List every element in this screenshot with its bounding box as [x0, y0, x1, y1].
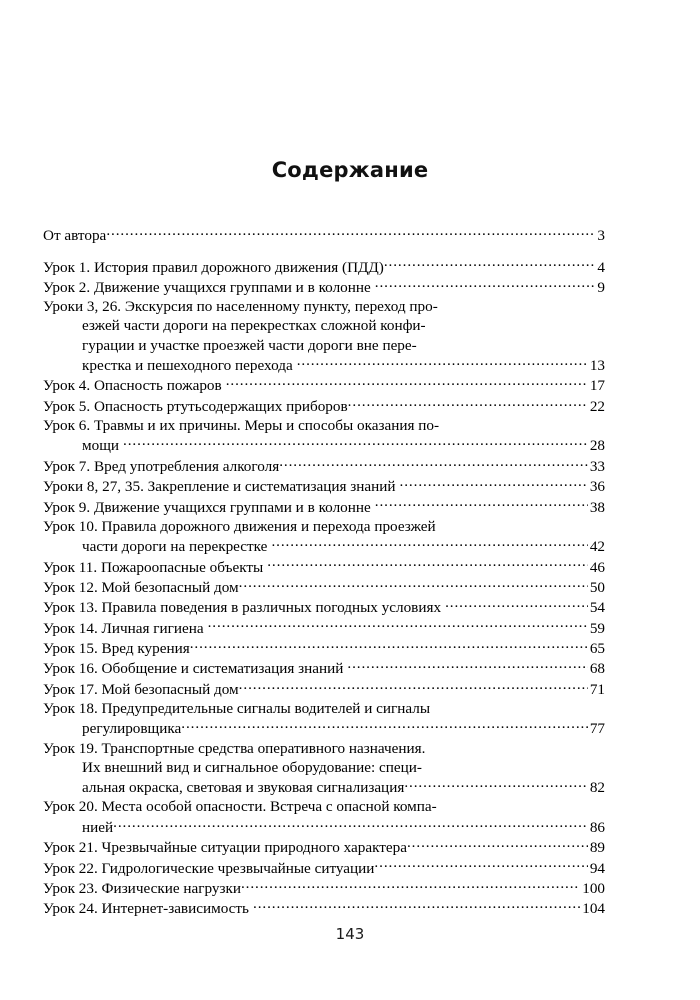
toc-entry-line: [43, 878, 605, 898]
toc-entry-line: [43, 396, 605, 416]
toc-page-number: 104: [582, 900, 605, 918]
toc-page-number: 82: [589, 779, 605, 797]
toc-page-number: 89: [589, 839, 605, 857]
toc-entry[interactable]: [43, 797, 605, 837]
toc-entry-line: [43, 456, 605, 476]
toc-entry[interactable]: [43, 679, 605, 699]
toc-entry-title: Урок 6. Травмы и их причины. Меры и способы оказания по-: [43, 416, 440, 434]
toc-entry-title: Урок 2. Движение учащихся группами и в колонне: [43, 278, 371, 296]
toc-entry-title: Урок 22. Гидрологические чрезвычайные ситуации: [43, 859, 375, 877]
toc-entry-title: Урок 24. Интернет-зависимость: [43, 900, 249, 918]
toc-entry-title: Урок 16. Обобщение и систематизация знаний: [43, 660, 344, 678]
toc-entry-line: [43, 316, 605, 335]
toc-entry[interactable]: [43, 857, 605, 877]
toc-page-number: 9: [597, 278, 605, 296]
toc-entry[interactable]: [43, 898, 605, 918]
toc-dot-leader: [400, 476, 588, 491]
toc-page-number: 17: [589, 377, 605, 395]
toc-dot-leader: [190, 638, 588, 653]
toc-dot-leader: [445, 597, 588, 612]
toc-dot-leader: [374, 857, 587, 872]
toc-page-number: 28: [589, 437, 605, 455]
toc-entry-line: [43, 617, 605, 637]
toc-entry[interactable]: [43, 456, 605, 476]
table-of-contents: [43, 225, 605, 919]
toc-entry[interactable]: [43, 496, 605, 516]
toc-page-number: 77: [589, 720, 605, 738]
toc-entry-line: [43, 718, 605, 738]
toc-entry-title: Урок 19. Транспортные средства оперативного назначения.: [43, 739, 426, 757]
toc-entry[interactable]: [43, 375, 605, 395]
toc-entry[interactable]: [43, 225, 605, 245]
toc-page-number: 94: [589, 859, 605, 877]
toc-entry-line: [43, 777, 605, 797]
toc-dot-leader: [106, 225, 595, 240]
toc-entry[interactable]: [43, 699, 605, 739]
toc-entry[interactable]: [43, 256, 605, 276]
toc-dot-leader: [267, 556, 588, 571]
toc-entry-line: [43, 797, 605, 816]
toc-page-number: 50: [589, 578, 605, 596]
toc-page-number: 86: [589, 818, 605, 836]
toc-entry-line: [43, 517, 605, 536]
toc-page-number: 59: [589, 619, 605, 637]
toc-page-number: 33: [589, 457, 605, 475]
toc-entry-title: Урок 20. Места особой опасности. Встреча с опасной компа-: [43, 798, 437, 816]
toc-entry-title: Урок 4. Опасность пожаров: [43, 377, 222, 395]
toc-page-number: 71: [589, 680, 605, 698]
toc-entry-line: [43, 416, 605, 435]
toc-entry-line: [43, 699, 605, 718]
toc-entry[interactable]: [43, 416, 605, 456]
toc-page-number: 13: [589, 356, 605, 374]
toc-entry[interactable]: [43, 658, 605, 678]
toc-entry-line: [43, 638, 605, 658]
toc-entry[interactable]: [43, 517, 605, 557]
toc-entry-line: [43, 597, 605, 617]
toc-entry[interactable]: [43, 577, 605, 597]
toc-entry-title: Урок 14. Личная гигиена: [43, 619, 204, 637]
toc-entry-line: [43, 375, 605, 395]
toc-page-number: 22: [589, 397, 605, 415]
toc-entry-title: Урок 13. Правила поведения в различных погодных условиях: [43, 599, 442, 617]
toc-dot-leader: [271, 536, 587, 551]
toc-entry-line: [43, 336, 605, 355]
toc-dot-leader: [113, 817, 588, 832]
toc-page-number: 42: [589, 538, 605, 556]
toc-entry[interactable]: [43, 556, 605, 576]
toc-dot-leader: [404, 777, 588, 792]
toc-entry-title: Уроки 3, 26. Экскурсия по населенному пункту, переход про-: [43, 298, 438, 316]
toc-dot-leader: [297, 355, 588, 370]
toc-entry-title: Урок 23. Физические нагрузки: [43, 880, 241, 897]
toc-entry-title: Урок 11. Пожароопасные объекты: [43, 558, 264, 576]
toc-entry-line: [43, 898, 605, 918]
toc-dot-leader: [241, 878, 580, 893]
toc-entry[interactable]: [43, 638, 605, 658]
toc-page-number: 54: [589, 599, 605, 617]
toc-page-number: 65: [589, 640, 605, 658]
toc-entry-title: Урок 21. Чрезвычайные ситуации природного характера: [43, 839, 407, 857]
toc-entry[interactable]: [43, 396, 605, 416]
toc-entry-line: [43, 817, 605, 837]
toc-dot-leader: [181, 718, 588, 733]
toc-page-number: 38: [589, 498, 605, 516]
toc-dot-leader: [208, 617, 588, 632]
toc-dot-leader: [384, 256, 596, 271]
toc-entry-title: езжей части дороги на перекрестках сложной конфи-: [82, 317, 426, 335]
toc-entry-title: Урок 17. Мой безопасный дом: [43, 680, 239, 698]
toc-entry-line: [43, 277, 605, 297]
toc-entry-line: [43, 256, 605, 276]
toc-page-number: 46: [589, 558, 605, 576]
toc-entry-title: Урок 7. Вред употребления алкоголя: [43, 457, 280, 475]
toc-entry[interactable]: [43, 617, 605, 637]
toc-dot-leader: [226, 375, 588, 390]
toc-dot-leader: [279, 456, 588, 471]
toc-entry[interactable]: [43, 837, 605, 857]
toc-entry-title: крестка и пешеходного перехода: [82, 356, 293, 374]
toc-entry-title: Урок 10. Правила дорожного движения и перехода проезжей: [43, 517, 436, 535]
toc-dot-leader: [253, 898, 580, 913]
toc-entry-title: части дороги на перекрестке: [82, 538, 268, 556]
toc-entry[interactable]: [43, 476, 605, 496]
toc-entry-line: [43, 476, 605, 496]
toc-entry-line: [43, 556, 605, 576]
toc-entry-title: Урок 15. Вред курения: [43, 640, 190, 658]
page-title: Содержание: [271, 158, 429, 182]
toc-entry-title: регулировщика: [82, 720, 182, 738]
toc-dot-leader: [239, 679, 588, 694]
toc-entry-title: альная окраска, световая и звуковая сигнализация: [82, 779, 405, 797]
toc-entry[interactable]: [43, 878, 605, 898]
toc-entry[interactable]: [43, 597, 605, 617]
toc-entry-title: Урок 5. Опасность ртутьсодержащих приборов: [43, 397, 348, 415]
toc-entry-line: [43, 837, 605, 857]
toc-entry-title: Урок 18. Предупредительные сигналы водителей и сигналы: [43, 700, 431, 718]
toc-entry-line: [43, 577, 605, 597]
toc-entry-title: гурации и участке проезжей части дороги вне пере-: [82, 336, 417, 354]
toc-entry-line: [43, 435, 605, 455]
toc-entry-line: [43, 355, 605, 375]
toc-entry-title: От автора: [43, 227, 107, 245]
toc-entry-line: [43, 679, 605, 699]
toc-dot-leader: [239, 577, 588, 592]
toc-page-number: 68: [589, 660, 605, 678]
toc-entry-line: [43, 739, 605, 758]
toc-entry-line: [43, 297, 605, 316]
toc-entry-title: мощи: [82, 437, 120, 455]
toc-entry-title: нией: [82, 818, 114, 836]
toc-dot-leader: [375, 277, 596, 292]
toc-entry-line: [43, 758, 605, 777]
toc-entry-title: Их внешний вид и сигнальное оборудование: специ-: [82, 758, 422, 776]
toc-entry-line: [43, 536, 605, 556]
page-number-folio: 143: [335, 925, 365, 943]
toc-page-number: 4: [597, 258, 605, 276]
toc-entry-title: Урок 1. История правил дорожного движения (ПДД): [43, 258, 384, 276]
toc-entry-title: Урок 9. Движение учащихся группами и в колонне: [43, 498, 371, 516]
toc-dot-leader: [347, 658, 587, 673]
toc-dot-leader: [375, 496, 588, 511]
toc-entry[interactable]: [43, 297, 605, 375]
toc-entry-line: [43, 857, 605, 877]
toc-entry[interactable]: [43, 739, 605, 798]
toc-entry-title: Урок 12. Мой безопасный дом: [43, 578, 239, 596]
toc-dot-leader: [407, 837, 588, 852]
toc-dot-leader: [123, 435, 588, 450]
toc-dot-leader: [348, 396, 588, 411]
toc-entry-line: [43, 225, 605, 245]
toc-entry-line: [43, 658, 605, 678]
toc-page-number: 100: [582, 880, 605, 897]
toc-entry-line: [43, 496, 605, 516]
toc-page-number: 3: [597, 227, 605, 245]
toc-entry[interactable]: [43, 277, 605, 297]
toc-entry-title: Уроки 8, 27, 35. Закрепление и систематизация знаний: [43, 478, 396, 496]
toc-page-number: 36: [589, 478, 605, 496]
